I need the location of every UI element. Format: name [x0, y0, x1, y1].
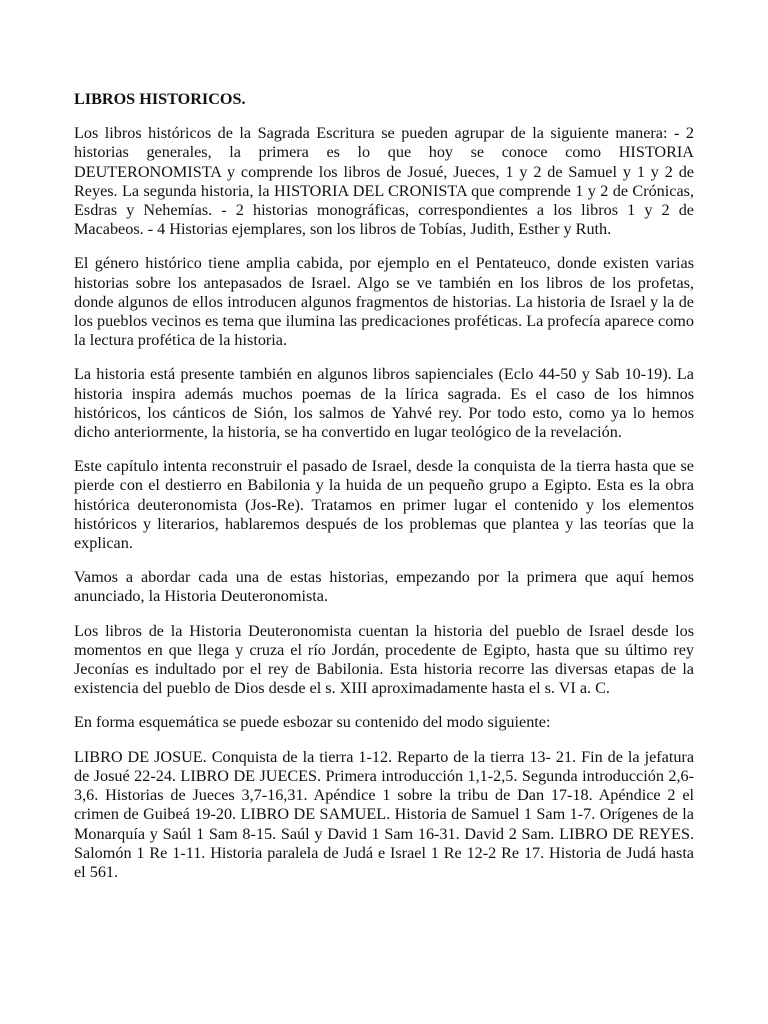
paragraph-sapienciales: La historia está presente también en algunos libros sapienciales (Eclo 44-50 y Sab 10-19). La historia inspira además muchos poemas de la lírica sagrada. Es el caso de los himnos históricos, los cánticos de Sión, los salmos de Yahvé rey. Por todo esto, como ya lo hemos dicho anteriormente, la historia, se ha convertido en lugar teológico de la revelación.	[74, 365, 694, 442]
paragraph-genero-historico: El género histórico tiene amplia cabida, por ejemplo en el Pentateuco, donde existen varias historias sobre los antepasados de Israel. Algo se ve también en los libros de los profetas, donde algunos de ellos introducen algunos fragmentos de historias. La historia de Israel y la de los pueblos vecinos es tema que ilumina las predicaciones proféticas. La profecía aparece como la lectura profética de la historia.	[74, 254, 694, 350]
paragraph-capitulo: Este capítulo intenta reconstruir el pasado de Israel, desde la conquista de la tierra hasta que se pierde con el destierro en Babilonia y la huida de un pequeño grupo a Egipto. Esta es la obra histórica deuteronomista (Jos-Re). Tratamos en primer lugar el contenido y los elementos históricos y literarios, hablaremos después de los problemas que plantea y las teorías que la explican.	[74, 457, 694, 553]
paragraph-historia-deuteronomista: Los libros de la Historia Deuteronomista cuentan la historia del pueblo de Israel desde los momentos en que llega y cruza el río Jordán, procedente de Egipto, hasta que su último rey Jeconías es indultado por el rey de Babilonia. Esta historia recorre las diversas etapas de la existencia del pueblo de Dios desde el s. XIII aproximadamente hasta el s. VI a. C.	[74, 621, 694, 698]
document-title: LIBROS HISTORICOS.	[74, 90, 246, 108]
paragraph-intro: Los libros históricos de la Sagrada Escritura se pueden agrupar de la siguiente manera: - 2 historias generales, la primera es lo que hoy se conoce como HISTORIA DEUTERONOMISTA y comprende los libros de Josué, Jueces, 1 y 2 de Samuel y 1 y 2 de Reyes. La segunda historia, la HISTORIA DEL CRONISTA que comprende 1 y 2 de Crónicas, Esdras y Nehemías. - 2 historias monográficas, correspondientes a los libros 1 y 2 de Macabeos. - 4 Historias ejemplares, son los libros de Tobías, Judith, Esther y Ruth.	[74, 124, 694, 239]
paragraph-esquema-intro: En forma esquemática se puede esbozar su contenido del modo siguiente:	[74, 713, 551, 732]
document-body	[74, 90, 694, 897]
paragraph-esquema-libros: LIBRO DE JOSUE. Conquista de la tierra 1-12. Reparto de la tierra 13- 21. Fin de la jefatura de Josué 22-24. LIBRO DE JUECES. Primera introducción 1,1-2,5. Segunda introducción 2,6- 3,6. Historias de Jueces 3,7-16,31. Apéndice 1 sobre la tribu de Dan 17-18. Apéndice 2 el crimen de Guibeá 19-20. LIBRO DE SAMUEL. Historia de Samuel 1 Sam 1-7. Orígenes de la Monarquía y Saúl 1 Sam 8-15. Saúl y David 1 Sam 16-31. David 2 Sam. LIBRO DE REYES. Salomón 1 Re 1-11. Historia paralela de Judá e Israel 1 Re 12-2 Re 17. Historia de Judá hasta el 561.	[74, 747, 694, 881]
paragraph-abordar: Vamos a abordar cada una de estas historias, empezando por la primera que aquí hemos anunciado, la Historia Deuteronomista.	[74, 568, 694, 606]
